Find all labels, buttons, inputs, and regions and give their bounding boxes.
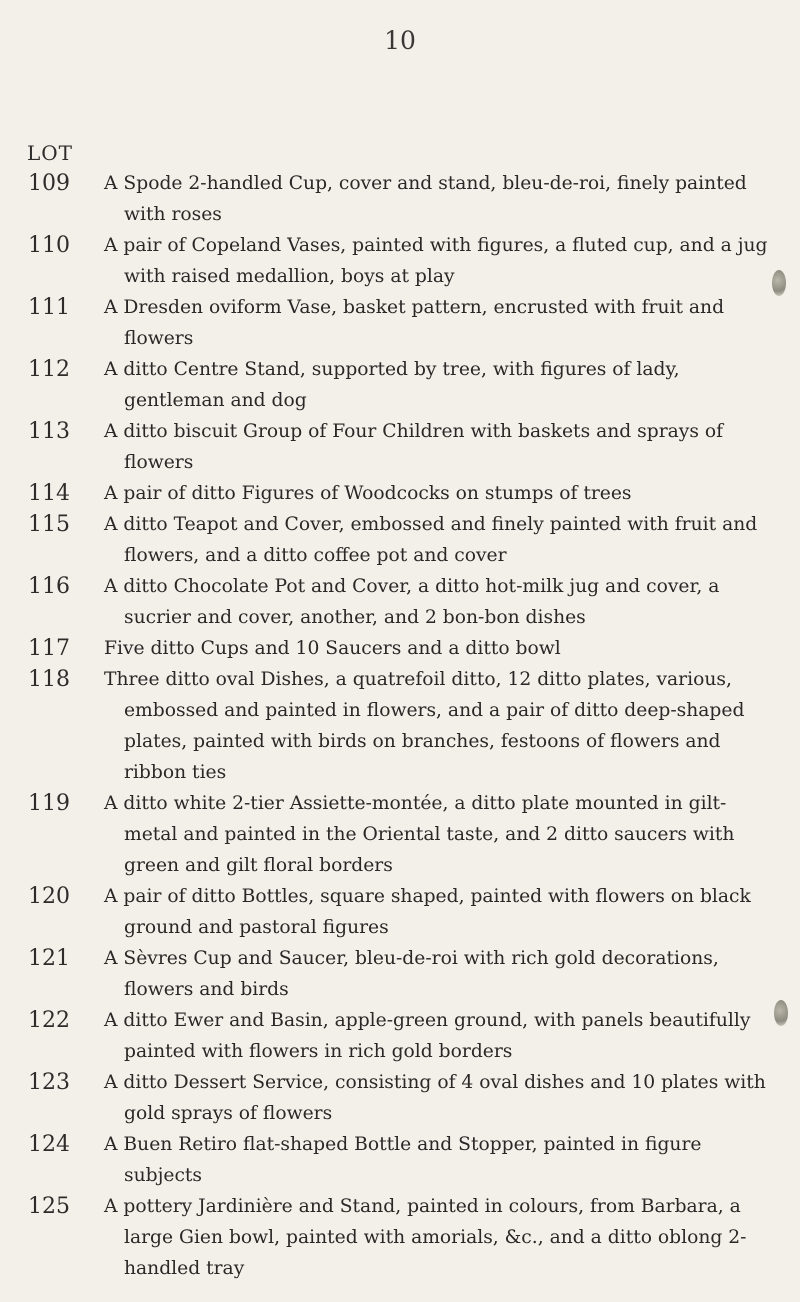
lot-number: 109 (28, 171, 70, 196)
page-number: 10 (384, 26, 416, 55)
lot-column-header: LOT (27, 141, 74, 165)
lot-description: A Dresden oviform Vase, basket pattern, encrusted with fruit and flowers (104, 297, 725, 350)
lot-number: 115 (28, 512, 70, 537)
lot-number: 117 (28, 636, 70, 661)
lot-number: 119 (28, 791, 70, 816)
lot-description: A ditto Ewer and Basin, apple-green ground, with panels beautifully painted with flowers in rich gold borders (104, 1010, 751, 1063)
lot-description: A pair of Copeland Vases, painted with figures, a fluted cup, and a jug with raised medallion, boys at play (104, 235, 768, 288)
lot-number: 122 (28, 1008, 70, 1033)
lot-number: 125 (28, 1194, 70, 1219)
lot-number: 110 (28, 233, 70, 258)
lot-description: A ditto white 2-tier Assiette-montée, a ditto plate mounted in gilt-metal and painted in the Oriental taste, and 2 ditto saucers with green and gilt floral borders (104, 793, 735, 877)
lot-description: A Sèvres Cup and Saucer, bleu-de-roi with rich gold decorations, flowers and birds (104, 948, 719, 1001)
lot-description: A ditto Dessert Service, consisting of 4 oval dishes and 10 plates with gold sprays of flowers (104, 1072, 766, 1125)
lot-number: 111 (28, 295, 70, 320)
lot-number: 112 (28, 357, 70, 382)
lot-description: A ditto Chocolate Pot and Cover, a ditto hot-milk jug and cover, a sucrier and cover, another, and 2 bon-bon dishes (104, 576, 720, 629)
lot-number: 121 (28, 946, 70, 971)
lot-number: 113 (28, 419, 70, 444)
lot-description: A Buen Retiro flat-shaped Bottle and Stopper, painted in figure subjects (104, 1134, 702, 1187)
lot-number: 120 (28, 884, 70, 909)
lot-description: A pottery Jardinière and Stand, painted in colours, from Barbara, a large Gien bowl, painted with amorials, &c., and a ditto oblong 2-handled tray (104, 1196, 747, 1280)
lot-number: 114 (28, 481, 70, 506)
lot-number: 118 (28, 667, 70, 692)
lot-number: 123 (28, 1070, 70, 1095)
lot-description: A ditto Centre Stand, supported by tree, with figures of lady, gentleman and dog (104, 359, 680, 412)
lot-description: Three ditto oval Dishes, a quatrefoil ditto, 12 ditto plates, various, embossed and painted in flowers, and a pair of ditto deep-shaped plates, painted with birds on branches, festoons of flowers and ribbon ties (104, 669, 745, 784)
lot-number: 124 (28, 1132, 70, 1157)
lot-description: A Spode 2-handled Cup, cover and stand, bleu-de-roi, finely painted with roses (104, 173, 747, 226)
lot-description: A ditto Teapot and Cover, embossed and finely painted with fruit and flowers, and a ditto coffee pot and cover (104, 514, 758, 567)
lot-description: A pair of ditto Figures of Woodcocks on stumps of trees (104, 483, 632, 504)
lot-number: 116 (28, 574, 70, 599)
lot-description: A ditto biscuit Group of Four Children with baskets and sprays of flowers (104, 421, 724, 474)
lot-description: Five ditto Cups and 10 Saucers and a ditto bowl (104, 638, 561, 659)
lot-description: A pair of ditto Bottles, square shaped, painted with flowers on black ground and pastoral figures (104, 886, 751, 939)
ink-blot (774, 1000, 788, 1026)
ink-blot (772, 270, 786, 296)
